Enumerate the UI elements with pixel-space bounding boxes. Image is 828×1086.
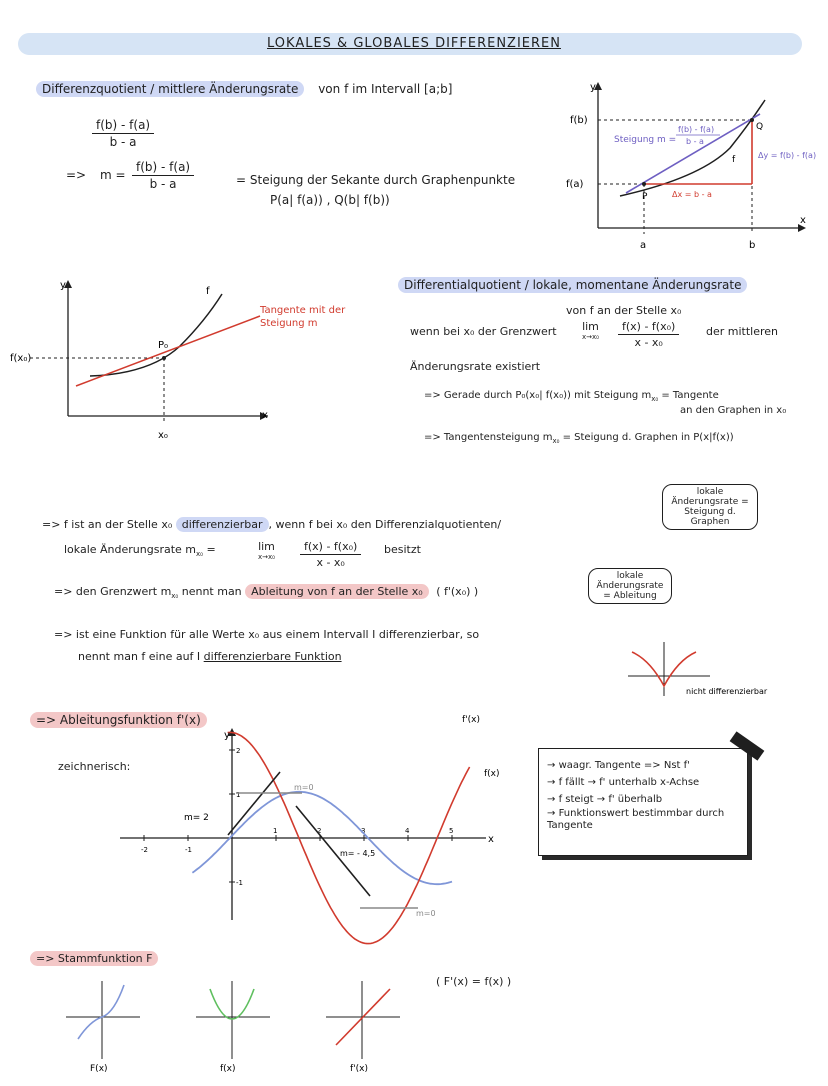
sec3-line2 — [64, 543, 216, 558]
frac-denominator: b - a — [109, 135, 137, 149]
notes-box — [538, 748, 748, 856]
sec2-bullet1c: an den Graphen in x₀ — [680, 405, 787, 416]
d-m0b: m=0 — [416, 909, 436, 918]
sec1-heading-rest: von f im Intervall [a;b] — [318, 82, 453, 96]
g1-slope-num: f(b) - f(a) — [678, 125, 715, 134]
sec2-fraction — [618, 320, 679, 349]
cloud-note-2 — [588, 568, 672, 604]
x-tick-label: 3 — [361, 827, 366, 835]
g1-slope-label: Steigung m = — [614, 135, 677, 145]
d-m45: m= - 4,5 — [340, 849, 376, 858]
cloud-note-1: lokale Änderungsrate = Steigung d. Graphen — [662, 484, 758, 530]
sec3-line3-highlight: Ableitung von f an der Stelle x₀ — [245, 584, 429, 599]
point-p — [642, 182, 646, 186]
sec2-lim-label: lim — [582, 320, 599, 333]
note-item-text: waagr. Tangente => Nst f' — [558, 760, 690, 771]
note-item-text: f steigt → f' überhalb — [558, 794, 663, 805]
sec2-bullet2 — [424, 432, 734, 445]
d-m0a: m=0 — [294, 783, 314, 792]
derivative-graph — [110, 710, 530, 930]
sec4-drawn: zeichnerisch: — [58, 760, 131, 773]
sec1-fraction — [92, 118, 154, 149]
sec1-arrow: => — [66, 168, 87, 182]
d-y-label: y — [224, 730, 230, 741]
sec3-line4: => ist eine Funktion für alle Werte x₀ aus einem Intervall I differenzierbar, so — [54, 628, 480, 641]
y-tick-label: -1 — [236, 879, 243, 887]
sec1-m-label: m = — [100, 168, 126, 182]
g2-x-label: x — [262, 410, 268, 421]
point-q — [750, 118, 754, 122]
x-tick-label: -2 — [141, 846, 148, 854]
g1-q: Q — [756, 122, 764, 132]
sec3-fraction — [300, 540, 361, 569]
page-title: LOKALES & GLOBALES DIFFERENZIEREN — [267, 36, 561, 51]
g1-dx: Δx = b - a — [672, 190, 712, 199]
sec2-heading-row — [398, 278, 747, 292]
frac-numerator: f(b) - f(a) — [92, 118, 154, 134]
sec1-fraction-2 — [132, 160, 194, 191]
s1-label: F(x) — [90, 1064, 108, 1074]
tangent-graph — [10, 276, 346, 446]
sec3-frac-den: x - x₀ — [316, 556, 345, 569]
sec1-heading: Differenzquotient / mittlere Änderungsrate — [36, 81, 304, 97]
y-tick-label: 2 — [236, 747, 241, 755]
x-tick-label: 1 — [273, 827, 278, 835]
sec3-line1a: => f ist an der Stelle x₀ — [42, 518, 173, 531]
note-item-text: f fällt → f' unterhalb x-Achse — [558, 777, 700, 788]
sec2-bullet2a: => Tangentensteigung m — [424, 432, 553, 443]
sec2-lim — [582, 320, 599, 341]
nd-label: nicht differenzierbar — [686, 687, 768, 696]
note-item: → f fällt → f' unterhalb x-Achse — [547, 777, 700, 788]
note-item: → f steigt → f' überhalb — [547, 794, 663, 805]
g2-tangent-label2: Steigung m — [260, 318, 318, 329]
sec3-line1 — [42, 518, 501, 531]
g1-slope-den: b - a — [686, 137, 704, 146]
sec5-heading: => Stammfunktion F — [30, 951, 158, 966]
g1-p: P — [642, 192, 648, 202]
g2-p0: P₀ — [158, 340, 169, 351]
frac2-numerator: f(b) - f(a) — [132, 160, 194, 176]
frac2-denominator: b - a — [149, 177, 177, 191]
g2-y-label: y — [60, 280, 66, 291]
x-tick-label: 2 — [317, 827, 322, 835]
sec2-bullet1a: => Gerade durch P₀(x₀| f(x₀)) mit Steigung m — [424, 390, 652, 401]
g1-dy: Δy = f(b) - f(a) — [758, 151, 817, 160]
notes-list — [547, 757, 739, 832]
g2-f-curve — [90, 294, 222, 376]
sec2-bullet2-sub: x₀ — [552, 437, 560, 445]
cloud2-line2: = Ableitung — [603, 591, 657, 601]
sec4-heading: => Ableitungsfunktion f'(x) — [30, 712, 207, 728]
g1-f: f — [732, 155, 736, 165]
sec5-heading-row — [30, 952, 158, 965]
sec3-line1-highlight: differenzierbar — [176, 517, 269, 532]
sec2-line2a: wenn bei x₀ der Grenzwert — [410, 325, 557, 338]
sec2-bullet1 — [424, 390, 719, 403]
g1-b: b — [749, 240, 756, 251]
sec2-lim-sub: x→x₀ — [582, 333, 599, 341]
note-item: → waagr. Tangente => Nst f' — [547, 760, 690, 771]
non-diff-graph — [624, 638, 768, 708]
sec3-line3c: ( f'(x₀) ) — [436, 585, 479, 598]
sec3-lim-sub: x→x₀ — [258, 553, 275, 561]
sec3-line1b: , wenn f bei x₀ den Differenzialquotienten/ — [268, 518, 502, 531]
sec5-relation: ( F'(x) = f(x) ) — [436, 975, 512, 988]
sec3-lim — [258, 540, 275, 561]
d-fprime-label: f'(x) — [462, 715, 480, 725]
d-m2: m= 2 — [184, 813, 209, 823]
g1-x-label: x — [800, 215, 806, 226]
sec3-line2c: besitzt — [384, 543, 421, 556]
cloud2-line1: lokale Änderungsrate — [596, 571, 664, 591]
sec3-lim-label: lim — [258, 540, 275, 553]
sec3-line3 — [54, 585, 478, 600]
sec2-line3: Änderungsrate existiert — [410, 360, 541, 373]
sec2-heading: Differentialquotient / lokale, momentane Änderungsrate — [398, 277, 747, 293]
secant-graph — [560, 78, 817, 258]
g2-fx0: f(x₀) — [10, 353, 32, 364]
d-x-label: x — [488, 834, 494, 845]
note-item-text: Funktionswert bestimmbar durch Tangente — [547, 808, 725, 831]
g2-f: f — [206, 286, 210, 297]
sec2-bullet2b: = Steigung d. Graphen in P(x|f(x)) — [562, 432, 734, 443]
sec3-line5a: nennt man f eine auf I — [78, 650, 201, 663]
sec3-line5 — [78, 650, 342, 663]
sec3-line5-underlined: differenzierbare Funktion — [203, 650, 342, 663]
sec3-line3-sub: x₀ — [171, 592, 179, 601]
sec3-frac-num: f(x) - f(x₀) — [300, 540, 361, 555]
note-item: → Funktionswert bestimmbar durch Tangente — [547, 808, 725, 831]
sec1-eq-text1: = Steigung der Sekante durch Graphenpunkte — [236, 173, 516, 187]
s2-label: f(x) — [220, 1064, 236, 1074]
s3-label: f'(x) — [350, 1064, 368, 1074]
g2-tangent-label1: Tangente mit der — [260, 305, 346, 316]
sec1-heading-row — [36, 82, 452, 96]
g2-point-p0 — [162, 356, 166, 360]
x-tick-label: -1 — [185, 846, 192, 854]
sec1-eq-text2: P(a| f(a)) , Q(b| f(b)) — [270, 193, 390, 207]
sec3-line2a: lokale Änderungsrate m — [64, 543, 197, 556]
f-curve — [620, 100, 765, 196]
y-tick-label: 1 — [236, 791, 241, 799]
stamm-graphs — [60, 975, 400, 1075]
g2-tangent-line — [76, 316, 260, 386]
g2-x0: x₀ — [158, 430, 168, 441]
sec3-line2-sub: x₀ — [196, 550, 203, 559]
sec2-frac-num: f(x) - f(x₀) — [618, 320, 679, 335]
sec2-bullet1-sub: x₀ — [651, 395, 659, 403]
sec3-line3a: => den Grenzwert m — [54, 585, 172, 598]
sec2-bullet1b: = Tangente — [661, 390, 719, 401]
sec2-frac-den: x - x₀ — [634, 336, 663, 349]
x-tick-label: 4 — [405, 827, 410, 835]
g1-fa: f(a) — [566, 179, 584, 190]
sec3-line3b: nennt man — [181, 585, 242, 598]
g1-fb: f(b) — [570, 115, 588, 126]
g1-a: a — [640, 240, 647, 251]
d-f-label: f(x) — [484, 769, 500, 779]
sec3-line2b: = — [206, 543, 216, 556]
tangent-m2 — [228, 772, 280, 835]
sec2-line2b: der mittleren — [706, 325, 779, 338]
g1-y-label: y — [590, 82, 596, 93]
x-tick-label: 5 — [449, 827, 454, 835]
s1-curve — [78, 985, 124, 1039]
sec2-line1: von f an der Stelle x₀ — [566, 304, 682, 317]
